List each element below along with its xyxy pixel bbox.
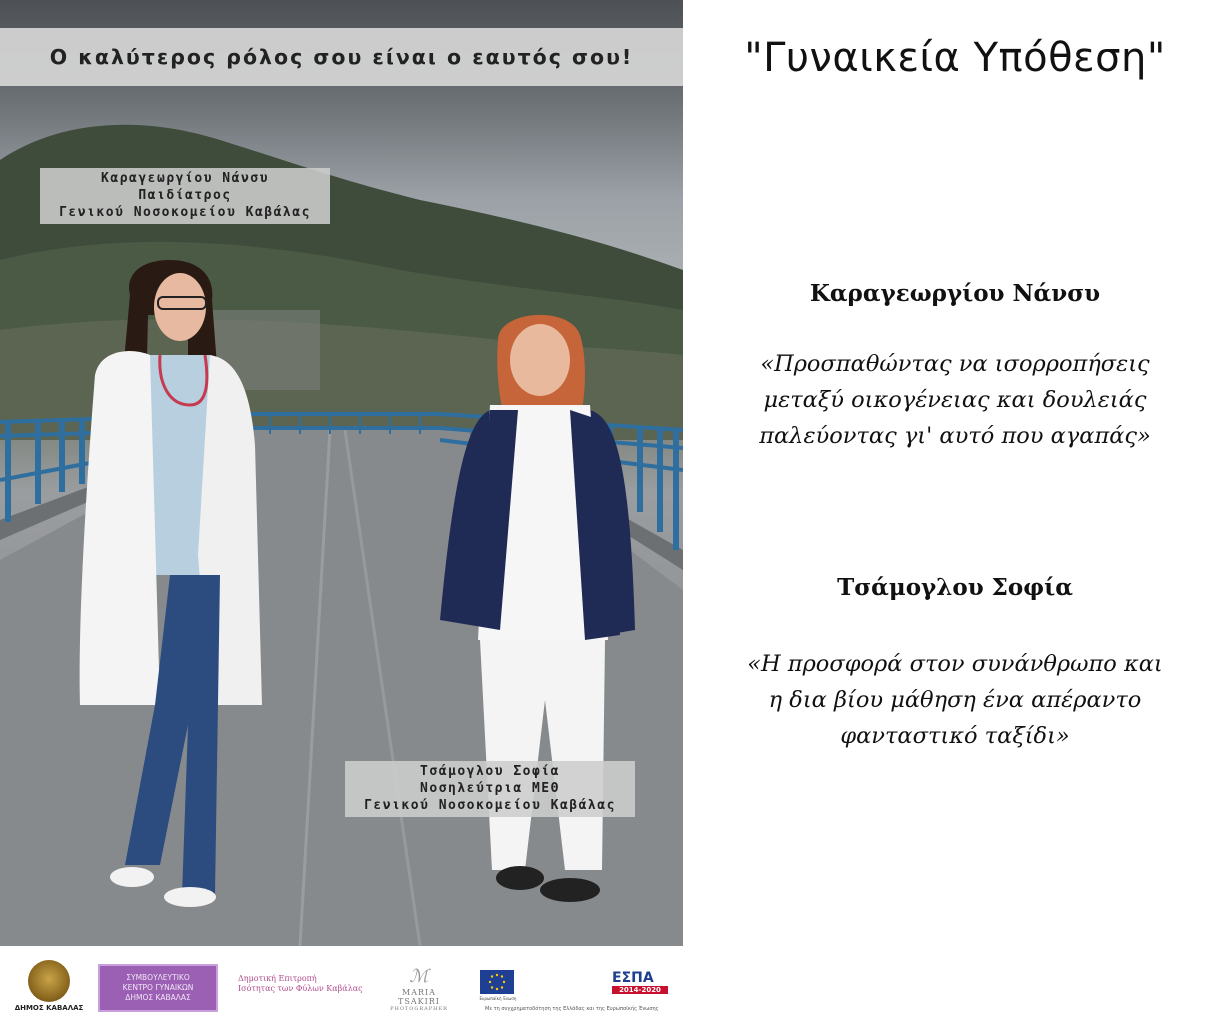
- person1-name: Καραγεωργίου Νάνσυ: [809, 280, 1101, 307]
- doctor-figure: [70, 255, 270, 915]
- caption-nurse: [345, 761, 635, 817]
- equality-commission-logo: [238, 974, 368, 994]
- photographer-logo: [382, 966, 456, 1012]
- logo-line: Ισότητας των Φύλων Καβάλας: [238, 984, 363, 993]
- caption-doctor-role: Παιδίατρος: [138, 188, 232, 203]
- logo-line: ΣΥΜΒΟΥΛΕΥΤΙΚΟ: [126, 973, 190, 982]
- logo-line: ΚΕΝΤΡΟ ΓΥΝΑΙΚΩΝ: [122, 983, 194, 992]
- caption-doctor-hospital: Γενικού Νοσοκομείου Καβάλας: [59, 205, 311, 220]
- quote-line: φανταστικό ταξίδι»: [840, 723, 1070, 749]
- caption-nurse-name: Τσάμογλου Σοφία: [420, 764, 560, 779]
- caption-doctor-name: Καραγεωργίου Νάνσυ: [101, 171, 269, 186]
- signature-icon: ℳ: [409, 966, 429, 987]
- photographer-name: MARIA TSAKIRI: [398, 988, 440, 1006]
- funding-footnote: Με τη συγχρηματοδότηση της Ελλάδας και της Ευρωπαϊκής Ένωσης: [485, 1006, 659, 1012]
- person1-quote: [700, 346, 1210, 454]
- quote-line: παλεύοντας γι' αυτό που αγαπάς»: [759, 423, 1151, 449]
- sponsor-logos-bar: [0, 946, 683, 1024]
- article-title: "Γυναικεία Υπόθεση": [744, 35, 1166, 81]
- person2-quote: [700, 646, 1210, 754]
- logo-line: ΔΗΜΟΣ ΚΑΒΑΛΑΣ: [125, 993, 191, 1002]
- municipality-seal-icon: [28, 960, 70, 1002]
- counseling-center-logo: [98, 964, 218, 1012]
- caption-nurse-role: Νοσηλεύτρια ΜΕΘ: [420, 781, 560, 796]
- nurse-figure: [420, 300, 640, 920]
- quote-line: «Η προσφορά στον συνάνθρωπο και: [747, 651, 1163, 677]
- caption-doctor: [40, 168, 330, 224]
- municipality-label: ΔΗΜΟΣ ΚΑΒΑΛΑΣ: [14, 1004, 84, 1012]
- quote-line: μεταξύ οικογένειας και δουλειάς: [763, 387, 1147, 413]
- quote-line: η δια βίου μάθηση ένα απέραντο: [768, 687, 1142, 713]
- person2-name: Τσάμογλου Σοφία: [837, 574, 1073, 601]
- espa-years: 2014-2020: [612, 986, 668, 994]
- espa-logo: [612, 970, 668, 1004]
- eu-flag-icon: [480, 970, 514, 994]
- motto-banner: [0, 28, 683, 86]
- eu-label: Ευρωπαϊκή Ένωση: [479, 996, 517, 1001]
- caption-nurse-hospital: Γενικού Νοσοκομείου Καβάλας: [364, 798, 616, 813]
- photographer-sub: PHOTOGRAPHER: [390, 1006, 448, 1012]
- quote-line: «Προσπαθώντας να ισορροπήσεις: [760, 351, 1150, 377]
- motto-text: Ο καλύτερος ρόλος σου είναι ο εαυτός σου!: [49, 45, 634, 69]
- logo-line: Δημοτική Επιτροπή: [238, 974, 317, 983]
- espa-title: ΕΣΠΑ: [612, 970, 654, 986]
